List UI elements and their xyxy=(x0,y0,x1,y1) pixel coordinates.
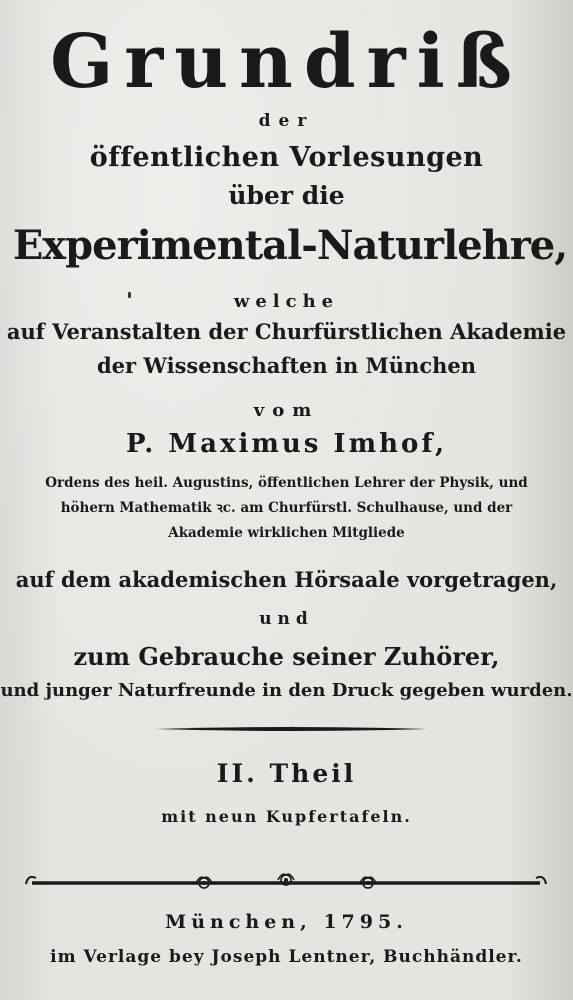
author-description-3: Akademie wirklichen Mitgliede xyxy=(168,525,405,541)
title-connector-der: der xyxy=(258,111,315,131)
connector-welche: welche xyxy=(233,291,340,312)
author-description-2: höhern Mathematik ꝛc. am Churfürstl. Schulhause, und der xyxy=(60,500,513,516)
subtitle-line-2: über die xyxy=(228,181,345,210)
institution-line-1: auf Veranstalten der Churfürstlichen Akademie xyxy=(6,319,567,344)
book-title: Grundriß xyxy=(50,19,523,105)
author-description-1: Ordens des heil. Augustins, öffentlichen Lehrer der Physik, und xyxy=(45,475,528,491)
imprint-publisher: im Verlage bey Joseph Lentner, Buchhändler. xyxy=(50,947,523,967)
institution-line-2: der Wissenschaften in München xyxy=(96,353,477,378)
connector-und: und xyxy=(259,609,314,629)
purpose-line-1: zum Gebrauche seiner Zuhörer, xyxy=(73,642,500,671)
ornamental-rule-short xyxy=(155,721,427,737)
subtitle-line-1: öffentlichen Vorlesungen xyxy=(89,142,484,173)
purpose-line-2: und junger Naturfreunde in den Druck gegeben wurden. xyxy=(0,680,573,701)
connector-vom: vom xyxy=(253,400,320,421)
plates-note: mit neun Kupfertafeln. xyxy=(161,807,412,826)
volume-part: II. Theil xyxy=(216,759,357,788)
author-name: P. Maximus Imhof, xyxy=(125,429,448,459)
ornamental-rule-long xyxy=(24,870,548,894)
main-subject: Experimental-Naturlehre, xyxy=(12,222,568,269)
lecture-line: auf dem akademischen Hörsaale vorgetragen, xyxy=(15,567,558,592)
imprint-place-year: München, 1795. xyxy=(165,911,408,933)
